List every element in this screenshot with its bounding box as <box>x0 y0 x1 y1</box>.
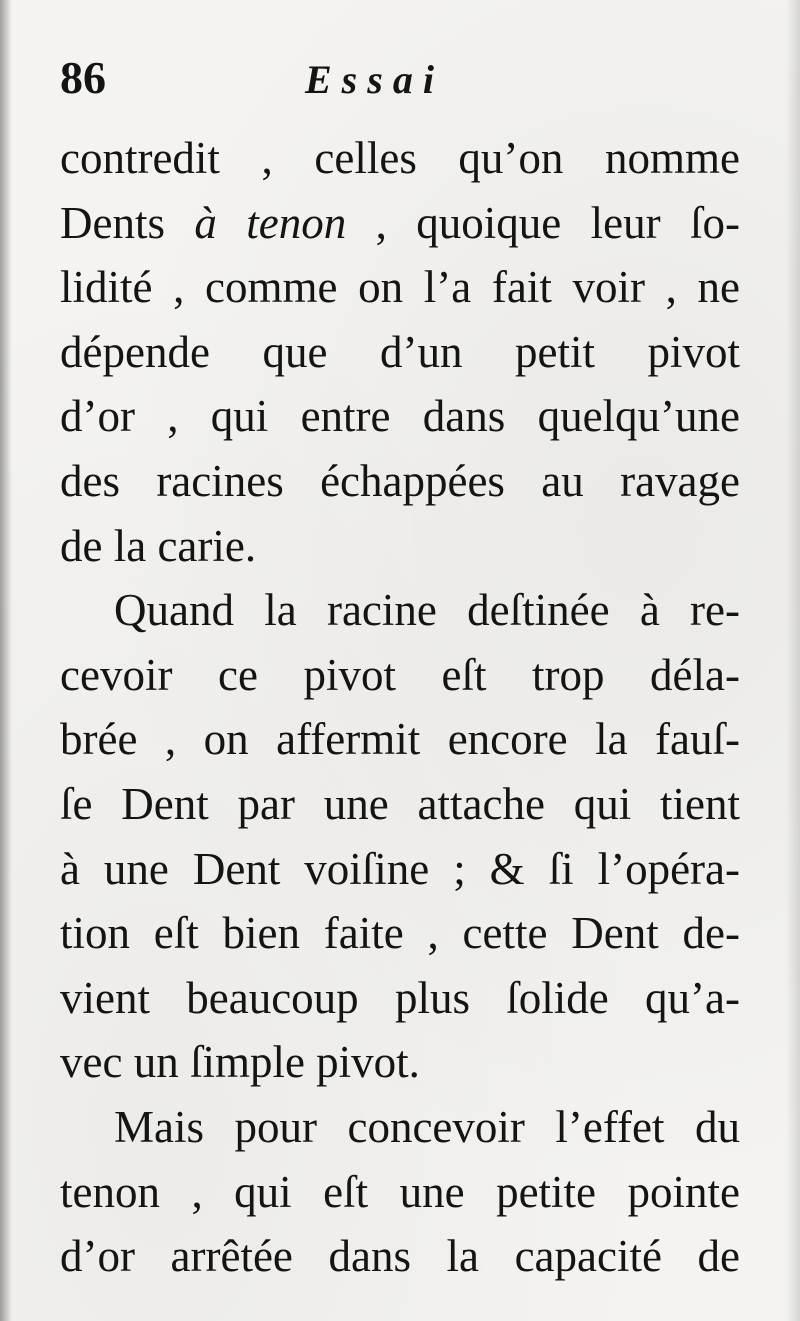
text-line: d’or arrêtée dans la capacité de <box>60 1231 740 1282</box>
text-line: lidité , comme on l’a fait voir , ne <box>60 262 740 313</box>
text-line: vec un ſimple pivot. <box>60 1037 420 1088</box>
text-line <box>60 191 740 256</box>
text-line: ſe Dent par une attache qui tient <box>60 778 740 829</box>
text-line: vient beaucoup plus ſolide qu’a- <box>60 972 740 1023</box>
text-run: Dents <box>60 197 195 248</box>
text-line: de la carie. <box>60 520 257 571</box>
page-number: 86 <box>60 52 106 103</box>
text-line: brée , on affermit encore la fauſ- <box>60 714 740 765</box>
italic-run: à tenon <box>194 197 347 248</box>
text-line: des racines échappées au ravage <box>60 455 740 506</box>
running-head <box>60 48 740 108</box>
text-line: dépende que d’un petit pivot <box>60 326 740 377</box>
body-text <box>60 126 740 1289</box>
text-line: à une Dent voiſine ; & ſi l’opéra- <box>60 843 740 894</box>
text-line: cevoir ce pivot eſt trop déla- <box>60 649 740 700</box>
text-line: tenon , qui eſt une petite pointe <box>60 1166 740 1217</box>
text-run: , quoique leur ſo- <box>346 197 740 248</box>
text-line: contredit , celles qu’on nomme <box>60 133 740 183</box>
text-line: d’or , qui entre dans quelqu’une <box>60 391 740 442</box>
text-line: tion eſt bien faite , cette Dent de- <box>60 908 740 959</box>
text-line: Mais pour concevoir l’effet du <box>114 1101 740 1152</box>
running-title: Essai <box>305 57 444 102</box>
text-line: Quand la racine deſtinée à re- <box>114 585 740 636</box>
